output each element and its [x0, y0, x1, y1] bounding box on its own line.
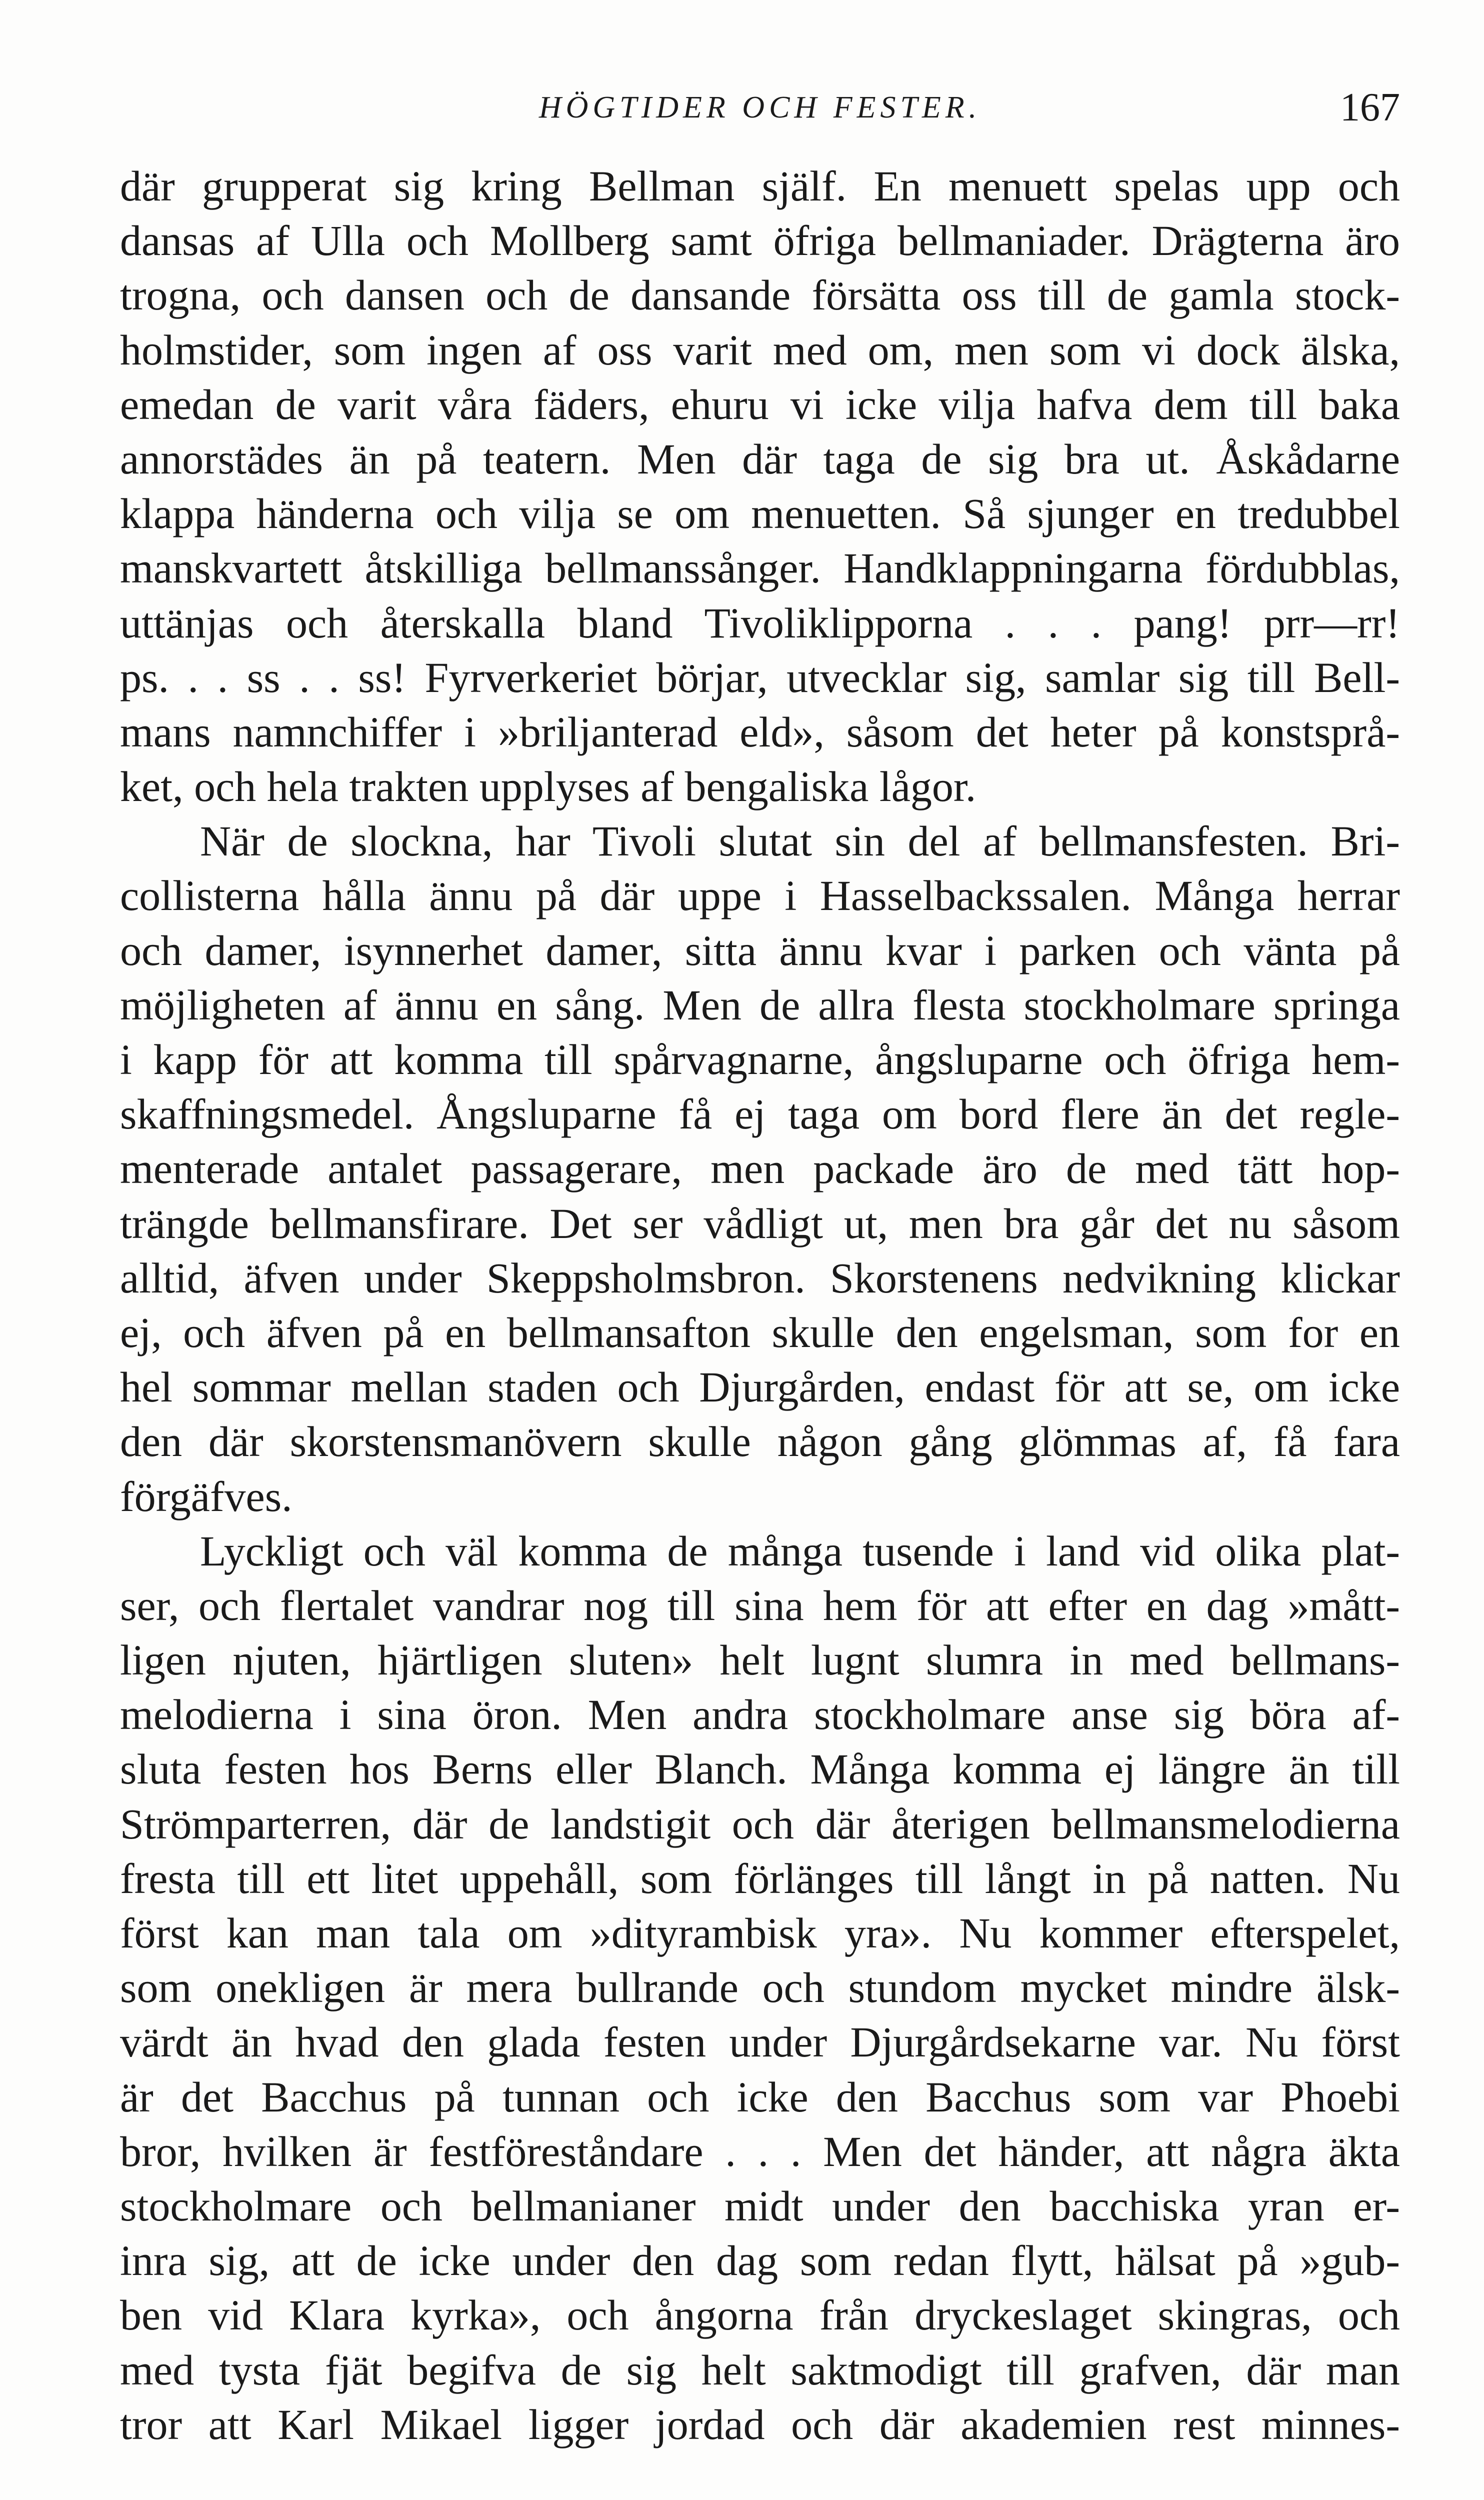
text-line: skaffningsmedel. Ångsluparne få ej taga om bord flere än det regle- — [120, 1090, 1400, 1138]
text-line: i kapp för att komma till spårvagnarne, ångsluparne och öfriga hem- — [120, 1036, 1400, 1084]
text-line: värdt än hvad den glada festen under Djurgårdsekarne var. Nu först — [120, 2018, 1400, 2066]
text-line: menterade antalet passagerare, men packade äro de med tätt hop- — [120, 1144, 1400, 1193]
text-line: mans namnchiffer i »briljanterad eld», såsom det heter på konstsprå- — [120, 708, 1400, 756]
text-line: där grupperat sig kring Bellman själf. En menuett spelas upp och — [120, 162, 1400, 210]
body-text — [120, 159, 1400, 2452]
text-line: emedan de varit våra fäders, ehuru vi icke vilja hafva dem till baka — [120, 380, 1400, 428]
text-line: klappa händerna och vilja se om menuetten. Så sjunger en tredubbel — [120, 490, 1400, 538]
text-line: uttänjas och återskalla bland Tivoliklipporna . . . pang! prr—rr! — [120, 598, 1400, 647]
text-line: ps. . . ss . . ss! Fyrverkeriet börjar, utvecklar sig, samlar sig till Bell- — [120, 653, 1400, 702]
text-line: alltid, äfven under Skeppsholmsbron. Skorstenens nedvikning klickar — [120, 1254, 1400, 1302]
text-line: ej, och äfven på en bellmansafton skulle den engelsman, som for en — [120, 1308, 1400, 1356]
text-line: först kan man tala om »dityrambisk yra». Nu kommer efterspelet, — [120, 1909, 1400, 1957]
text-line: trängde bellmansfirare. Det ser vådligt ut, men bra går det nu såsom — [120, 1199, 1400, 1248]
text-line: sluta festen hos Berns eller Blanch. Många komma ej längre än till — [120, 1745, 1400, 1794]
text-line: med tysta fjät begifva de sig helt saktmodigt till grafven, där man — [120, 2346, 1400, 2394]
text-line: är det Bacchus på tunnan och icke den Bacchus som var Phoebi — [120, 2072, 1400, 2121]
page-number: 167 — [1340, 86, 1400, 130]
text-line: Lyckligt och väl komma de många tusende i land vid olika plat- — [200, 1526, 1400, 1575]
text-line: manskvartett åtskilliga bellmanssånger. Handklappningarna fördubblas, — [120, 544, 1400, 592]
text-line: bror, hvilken är festföreståndare . . . Men det händer, att några äkta — [120, 2127, 1400, 2176]
text-line: Strömparterren, där de landstigit och där återigen bellmansmelodierna — [120, 1800, 1400, 1848]
text-line: som onekligen är mera bullrande och stundom mycket mindre älsk- — [120, 1964, 1400, 2012]
text-line: collisterna hålla ännu på där uppe i Hasselbackssalen. Många herrar — [120, 872, 1400, 920]
text-line: annorstädes än på teatern. Men där taga de sig bra ut. Åskådarne — [120, 434, 1400, 483]
text-line: fresta till ett litet uppehåll, som förlänges till långt in på natten. Nu — [120, 1854, 1400, 1902]
text-line: ben vid Klara kyrka», och ångorna från dryckeslaget skingras, och — [120, 2291, 1400, 2340]
text-line: holmstider, som ingen af oss varit med om, men som vi dock älska, — [120, 326, 1400, 374]
text-line: tror att Karl Mikael ligger jordad och där akademien rest minnes- — [120, 2400, 1400, 2448]
text-line: och damer, isynnerhet damer, sitta ännu kvar i parken och vänta på — [120, 926, 1400, 974]
text-line: hel sommar mellan staden och Djurgården, endast för att se, om icke — [120, 1363, 1400, 1412]
running-head — [120, 85, 1400, 130]
text-line: När de slockna, har Tivoli slutat sin del af bellmansfesten. Bri- — [200, 817, 1400, 866]
text-line: inra sig, att de icke under den dag som redan flytt, hälsat på »gub- — [120, 2236, 1400, 2285]
text-line: den där skorstensmanövern skulle någon gång glömmas af, få fara — [120, 1418, 1400, 1466]
text-line: stockholmare och bellmanianer midt under den bacchiska yran er- — [120, 2182, 1400, 2230]
text-line: förgäfves. — [120, 1472, 292, 1520]
text-line: möjligheten af ännu en sång. Men de allra flesta stockholmare springa — [120, 980, 1400, 1029]
text-line: dansas af Ulla och Mollberg samt öfriga bellmaniader. Drägterna äro — [120, 216, 1400, 265]
text-line: ser, och flertalet vandrar nog till sina hem för att efter en dag »mått- — [120, 1581, 1400, 1630]
running-title: HÖGTIDER OCH FESTER. — [538, 90, 982, 124]
text-line: ket, och hela trakten upplyses af bengaliska lågor. — [120, 762, 976, 811]
text-line: trogna, och dansen och de dansande försätta oss till de gamla stock- — [120, 271, 1400, 320]
text-line: melodierna i sina öron. Men andra stockholmare anse sig böra af- — [120, 1690, 1400, 1739]
text-line: ligen njuten, hjärtligen sluten» helt lugnt slumra in med bellmans- — [120, 1636, 1400, 1684]
